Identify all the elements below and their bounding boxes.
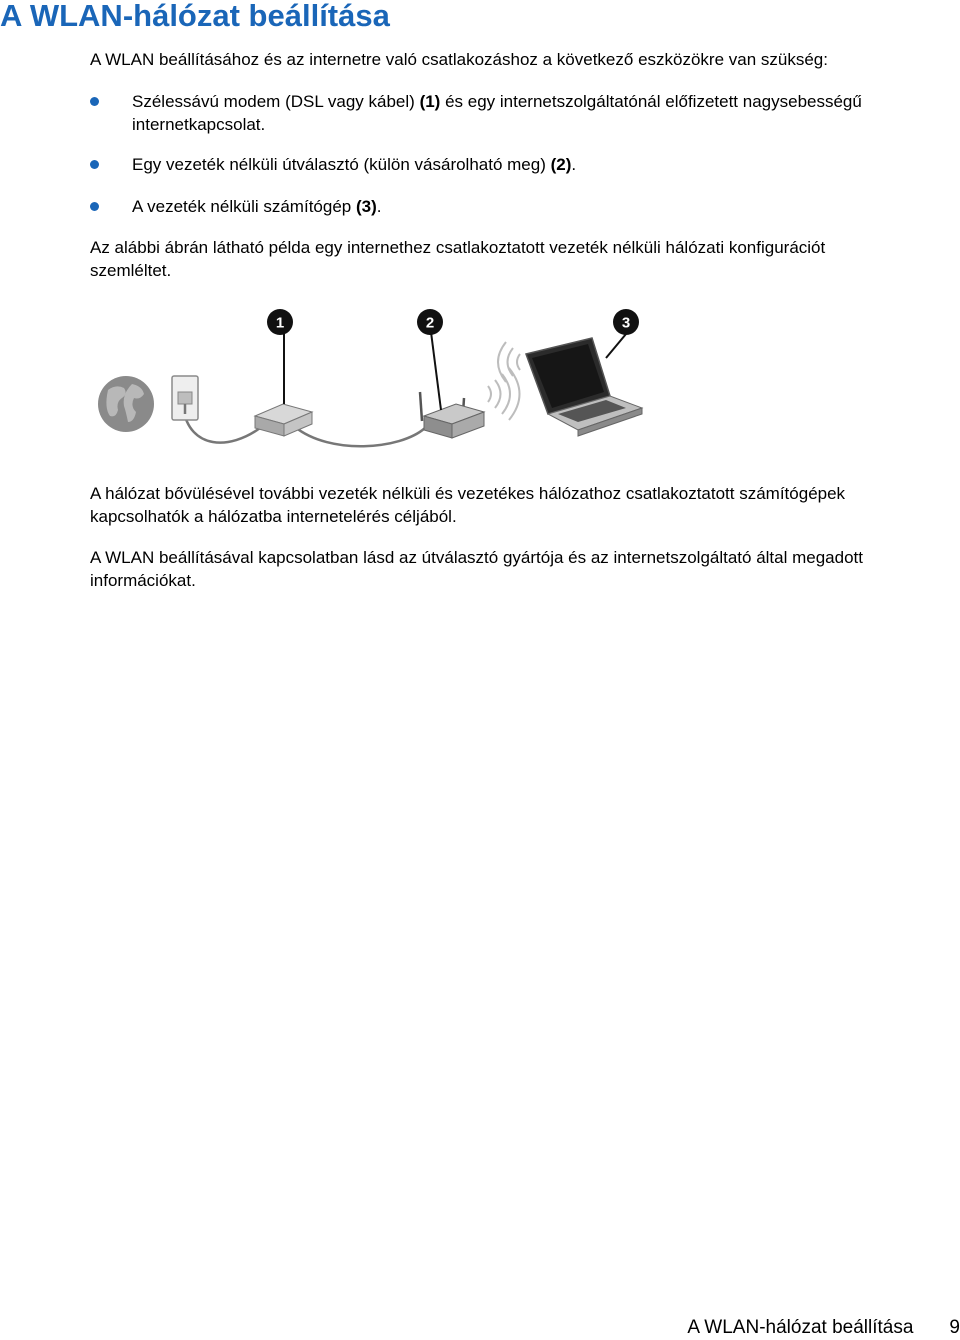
- wifi-signal-icon: [498, 342, 520, 382]
- svg-text:1: 1: [275, 314, 285, 332]
- bullet-dot-icon: [90, 160, 99, 169]
- globe-icon: [98, 376, 154, 432]
- bullet-dot-icon: [90, 202, 99, 211]
- footer-section-title: A WLAN-hálózat beállítása: [687, 1317, 914, 1338]
- svg-text:3: 3: [621, 314, 631, 332]
- page-footer: [687, 1316, 960, 1340]
- router-icon: [420, 392, 484, 438]
- modem-icon: [255, 404, 312, 436]
- page-number: 9: [949, 1317, 960, 1338]
- intro-paragraph: A WLAN beállításához és az internetre való csatlakozáshoz a következő eszközökre van szükség:: [90, 50, 828, 69]
- callout-line: [606, 334, 626, 358]
- expansion-paragraph: A hálózat bővülésével további vezeték nélküli és vezetékes hálózathoz csatlakoztatott számítógépek kapcsolhatók a hálózatba internetelérés céljából.: [90, 484, 846, 526]
- svg-text:2: 2: [425, 314, 435, 332]
- page-title: A WLAN-hálózat beállítása: [0, 0, 390, 33]
- bullet-dot-icon: [90, 97, 99, 106]
- callout-3: [613, 309, 639, 335]
- figure-caption: Az alábbi ábrán látható példa egy internethez csatlakoztatott vezeték nélküli hálózati konfigurációt szemléltet.: [90, 238, 826, 280]
- callout-2: [417, 309, 443, 335]
- callout-1: [267, 309, 293, 335]
- laptop-icon: [526, 338, 642, 436]
- callout-line: [431, 332, 441, 410]
- cable: [295, 427, 425, 446]
- info-paragraph: A WLAN beállításával kapcsolatban lásd az útválasztó gyártója és az internetszolgáltató által megadott információkat.: [90, 548, 863, 590]
- network-diagram: [90, 300, 660, 460]
- wall-jack-icon: [172, 376, 198, 420]
- wifi-signal-icon: [488, 368, 520, 420]
